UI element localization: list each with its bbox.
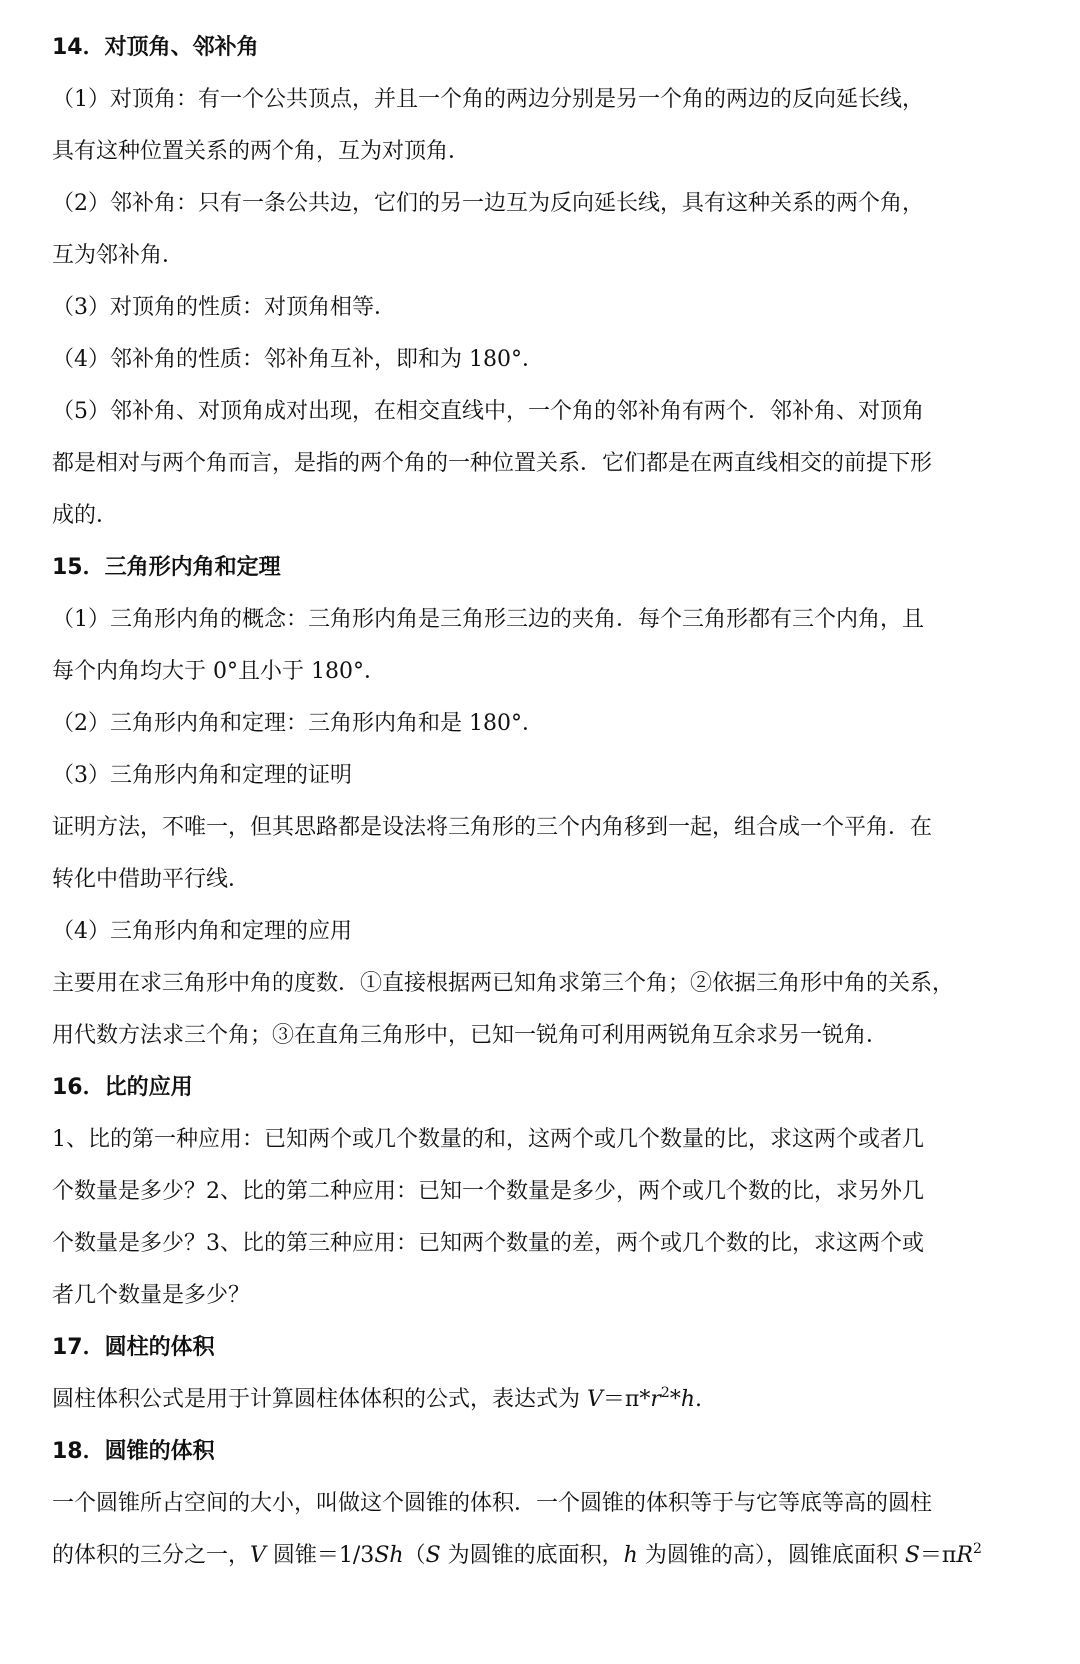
text-run: 圆锥＝1/3 <box>265 1543 375 1568</box>
paragraph <box>52 750 1002 802</box>
text-line: 者几个数量是多少？ <box>52 1283 251 1308</box>
paragraph <box>52 178 1002 282</box>
text-run: 的体积的三分之一， <box>52 1543 251 1568</box>
cylinder-volume-formula <box>52 1374 1002 1426</box>
paragraph <box>52 282 1002 334</box>
text-line: 转化中借助平行线． <box>52 867 251 892</box>
var-h: h <box>680 1387 695 1412</box>
text-line: 互为邻补角． <box>52 243 185 268</box>
paragraph <box>52 906 1002 958</box>
section-heading-16: 16．比的应用 <box>52 1075 193 1100</box>
text-line: 具有这种位置关系的两个角，互为对顶角． <box>52 139 471 164</box>
text-run: 为圆锥的高），圆锥底面积 <box>637 1543 905 1568</box>
text-line: （1）对顶角：有一个公共顶点，并且一个角的两边分别是另一个角的两边的反向延长线， <box>52 87 925 112</box>
text-line: 用代数方法求三个角；③在直角三角形中，已知一锐角可利用两锐角互余求另一锐角． <box>52 1023 889 1048</box>
text-line: （2）三角形内角和定理：三角形内角和是 180°． <box>52 711 544 736</box>
section-heading-15: 15．三角形内角和定理 <box>52 555 281 580</box>
text-line: 证明方法，不唯一，但其思路都是设法将三角形的三个内角移到一起，组合成一个平角．在 <box>52 815 933 840</box>
text-line: （4）三角形内角和定理的应用 <box>52 919 352 944</box>
document-page <box>52 22 1002 1582</box>
text-line: 都是相对与两个角而言，是指的两个角的一种位置关系．它们都是在两直线相交的前提下形 <box>52 451 933 476</box>
text-line: （4）邻补角的性质：邻补角互补，即和为 180°． <box>52 347 544 372</box>
var-v: V <box>587 1387 603 1412</box>
paragraph <box>52 74 1002 178</box>
paragraph <box>52 698 1002 750</box>
formula-eq: ＝π* <box>602 1387 651 1412</box>
var-s: S <box>425 1543 441 1568</box>
text-run: ＝π <box>919 1543 957 1568</box>
text-line: 成的． <box>52 503 119 528</box>
paragraph <box>52 334 1002 386</box>
exponent: 2 <box>972 1541 982 1557</box>
text-run: 为圆锥的底面积， <box>440 1543 624 1568</box>
text-line: （2）邻补角：只有一条公共边，它们的另一边互为反向延长线，具有这种关系的两个角， <box>52 191 925 216</box>
var-v: V <box>250 1543 266 1568</box>
text-line: 主要用在求三角形中角的度数．①直接根据两已知角求第三个角；②依据三角形中角的关系， <box>52 971 955 996</box>
text-line <box>52 1374 1002 1426</box>
var-h: h <box>623 1543 638 1568</box>
paragraph <box>52 958 1002 1062</box>
formula-prefix: 圆柱体积公式是用于计算圆柱体体积的公式，表达式为 <box>52 1387 581 1412</box>
var-sh: Sh <box>374 1543 404 1568</box>
var-r: R <box>956 1543 973 1568</box>
paragraph <box>52 594 1002 698</box>
text-line <box>52 1530 1002 1582</box>
paragraph <box>52 386 1002 542</box>
var-s: S <box>904 1543 920 1568</box>
text-line: （1）三角形内角的概念：三角形内角是三角形三边的夹角．每个三角形都有三个内角，且 <box>52 607 925 632</box>
var-r: r <box>650 1387 661 1412</box>
paragraph <box>52 1114 1002 1322</box>
text-line: 个数量是多少？2、比的第二种应用：已知一个数量是多少，两个或几个数的比，求另外几 <box>52 1179 925 1204</box>
text-line: 每个内角均大于 0°且小于 180°． <box>52 659 386 684</box>
text-line: （5）邻补角、对顶角成对出现，在相交直线中，一个角的邻补角有两个．邻补角、对顶角 <box>52 399 925 424</box>
text-run: （ <box>403 1543 426 1568</box>
section-heading-17: 17．圆柱的体积 <box>52 1335 215 1360</box>
text-line: 一个圆锥所占空间的大小，叫做这个圆锥的体积．一个圆锥的体积等于与它等底等高的圆柱 <box>52 1491 933 1516</box>
text-line: （3）三角形内角和定理的证明 <box>52 763 352 788</box>
text-line: 1、比的第一种应用：已知两个或几个数量的和，这两个或几个数量的比，求这两个或者几 <box>52 1127 925 1152</box>
paragraph <box>52 802 1002 906</box>
text-line: 个数量是多少？3、比的第三种应用：已知两个数量的差，两个或几个数的比，求这两个或 <box>52 1231 925 1256</box>
exponent: 2 <box>660 1385 670 1401</box>
formula-star: * <box>669 1387 681 1412</box>
section-heading-14: 14．对顶角、邻补角 <box>52 35 259 60</box>
formula-end: . <box>695 1387 702 1412</box>
text-line: （3）对顶角的性质：对顶角相等． <box>52 295 396 320</box>
cone-volume-paragraph <box>52 1478 1002 1582</box>
section-heading-18: 18．圆锥的体积 <box>52 1439 215 1464</box>
